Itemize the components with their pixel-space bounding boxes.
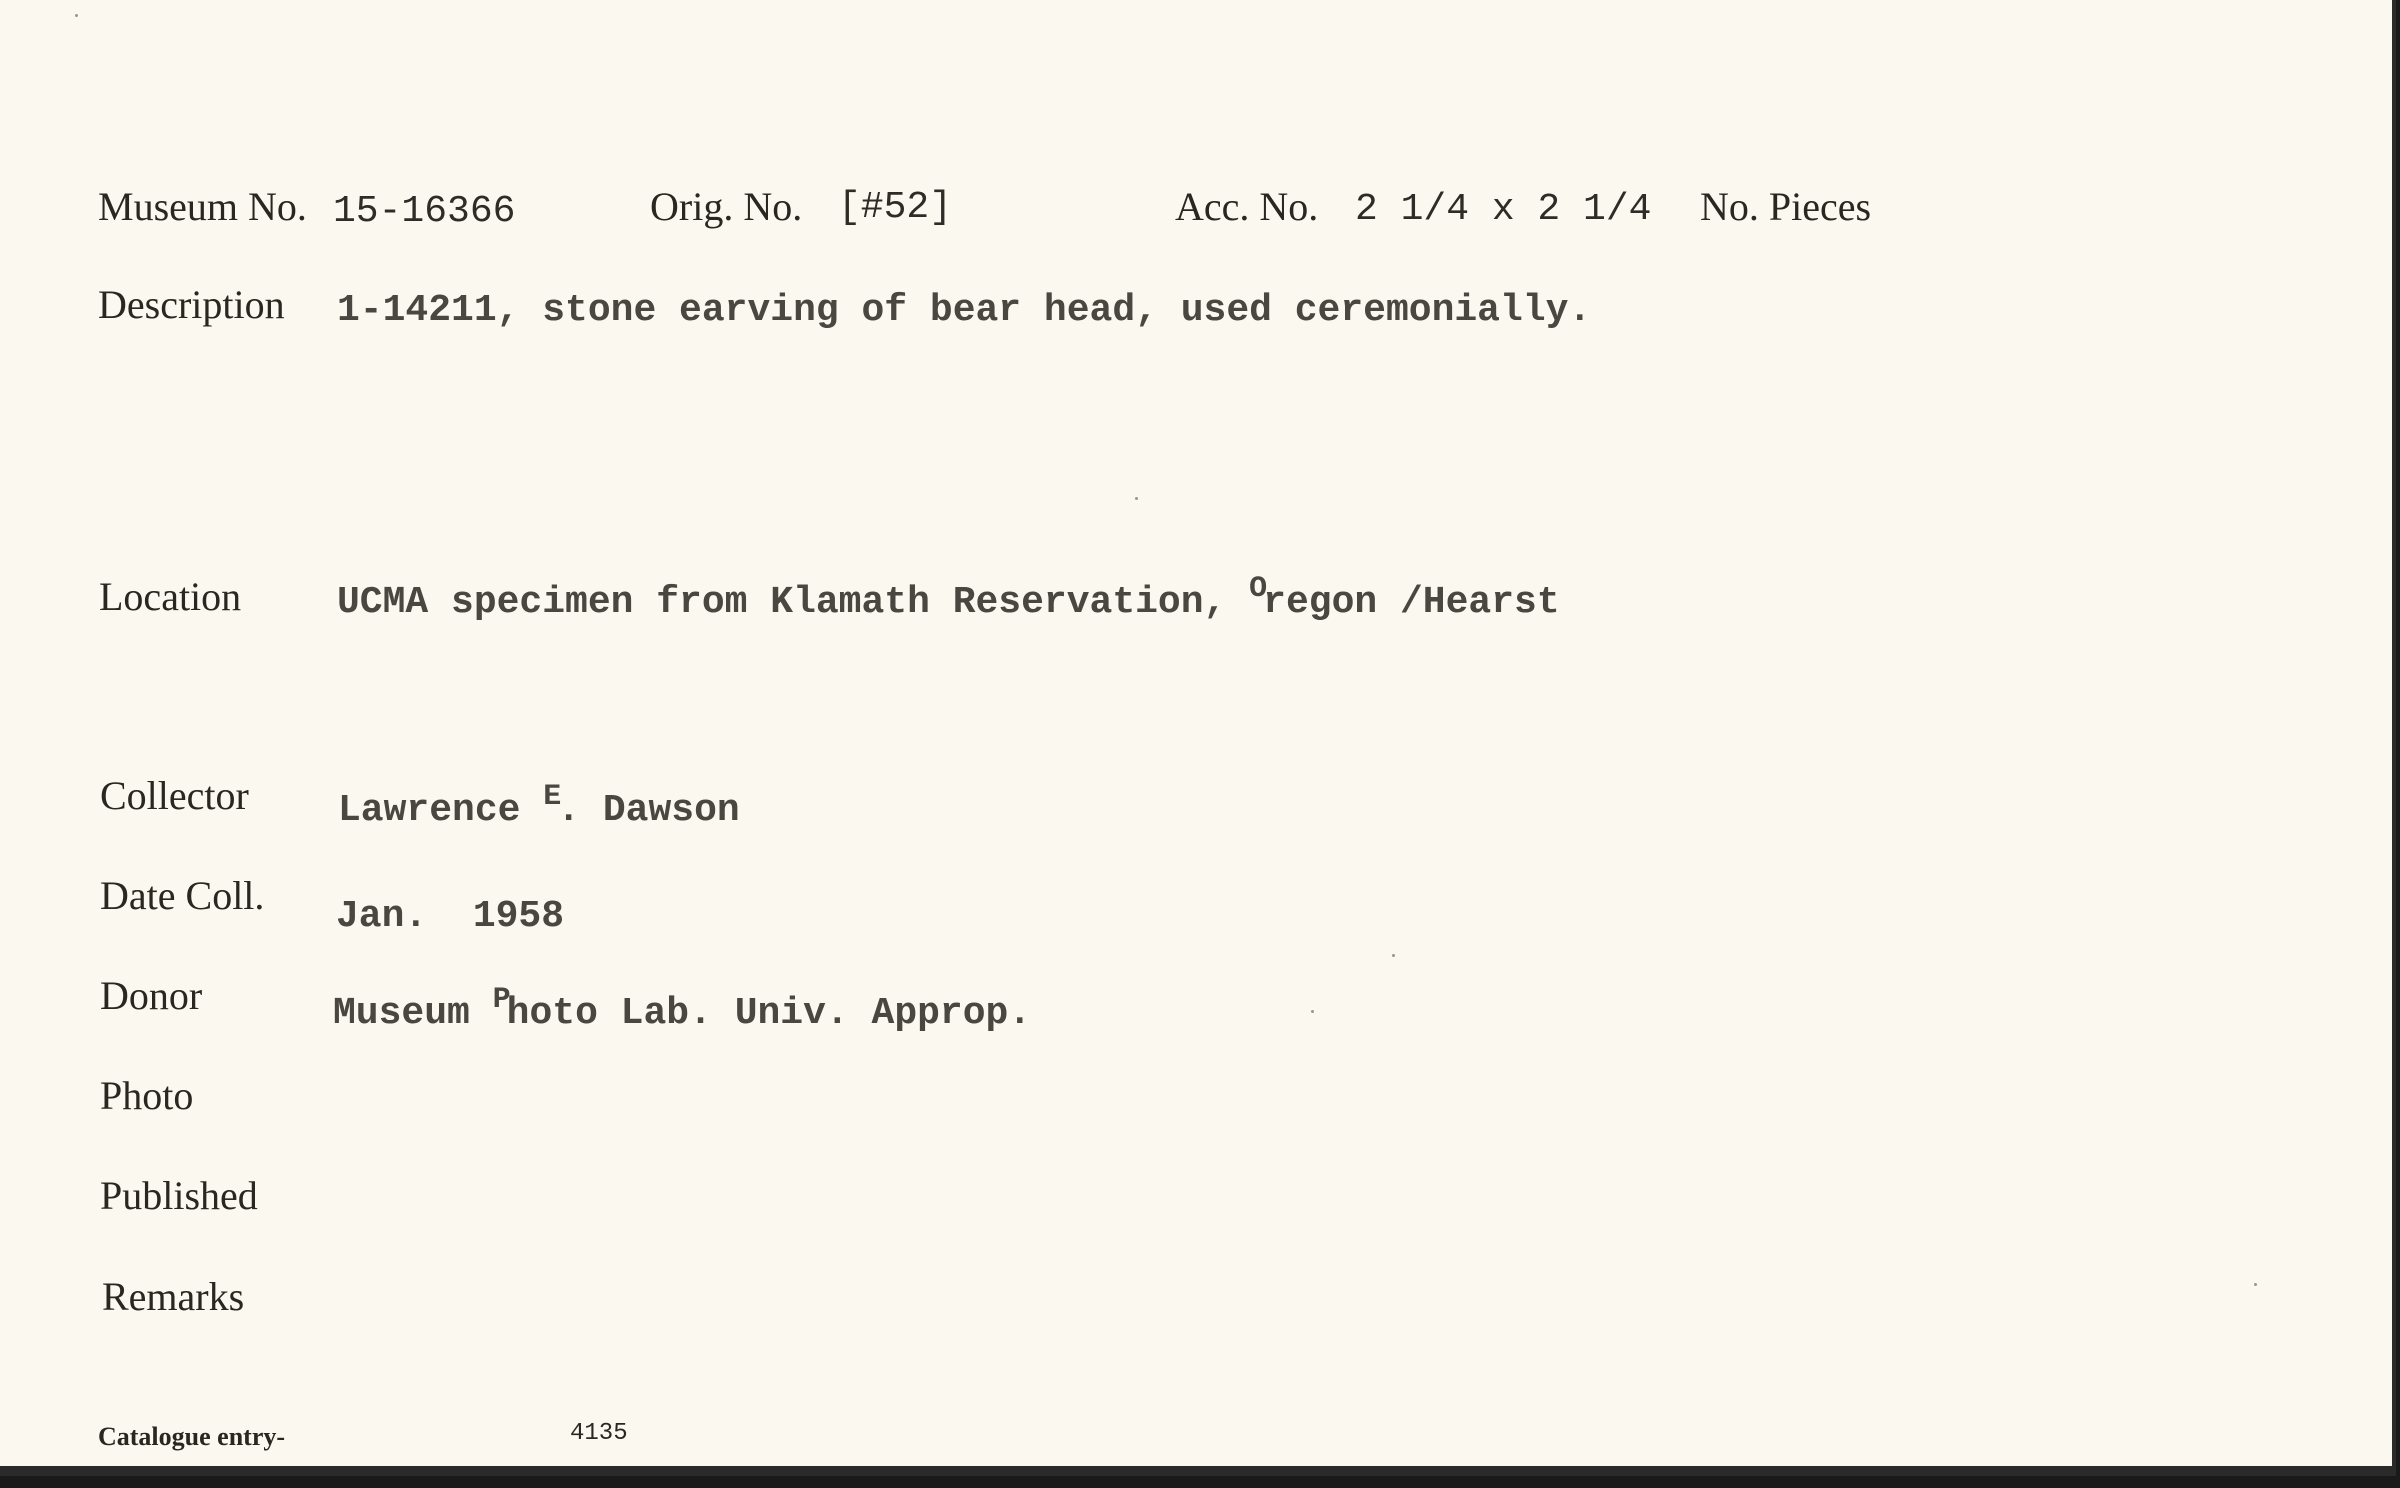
paper-speck: [1311, 1010, 1314, 1013]
paper-speck: [75, 14, 78, 17]
paper-speck: [1135, 497, 1138, 500]
published-label: Published: [100, 1173, 258, 1218]
description-label: Description: [98, 282, 285, 327]
collector-value: Lawrence $^E$. Dawson: [338, 780, 740, 832]
acc-no-value: 2 1/4 x 2 1/4: [1355, 188, 1652, 231]
no-pieces-label: No. Pieces: [1700, 184, 1872, 229]
remarks-label: Remarks: [102, 1274, 245, 1319]
museum-no-label: Museum No.: [98, 184, 307, 229]
date-coll-label: Date Coll.: [100, 873, 265, 918]
museum-no-value: 15-16366: [333, 190, 516, 233]
acc-no-label: Acc. No.: [1175, 184, 1319, 229]
orig-no-value: [#52]: [838, 186, 953, 229]
collector-label: Collector: [100, 773, 249, 818]
location-value: UCMA specimen from Klamath Reservation, $^O$regon /Hearst: [337, 572, 1560, 624]
orig-no-label: Orig. No.: [650, 184, 803, 229]
catalogue-entry-label: Catalogue entry-: [98, 1422, 286, 1451]
photo-label: Photo: [100, 1073, 194, 1118]
location-label: Location: [99, 574, 242, 619]
description-value: 1-14211, stone earving of bear head, used ceremonially.: [337, 289, 1592, 332]
catalogue-entry-number: 4135: [570, 1420, 628, 1447]
donor-label: Donor: [100, 973, 203, 1018]
donor-value: Museum $^P$hoto Lab. Univ. Approp.: [333, 983, 1032, 1035]
date-coll-value: Jan. 1958: [336, 895, 565, 938]
paper-speck: [2254, 1283, 2257, 1286]
paper-speck: [1392, 954, 1395, 957]
